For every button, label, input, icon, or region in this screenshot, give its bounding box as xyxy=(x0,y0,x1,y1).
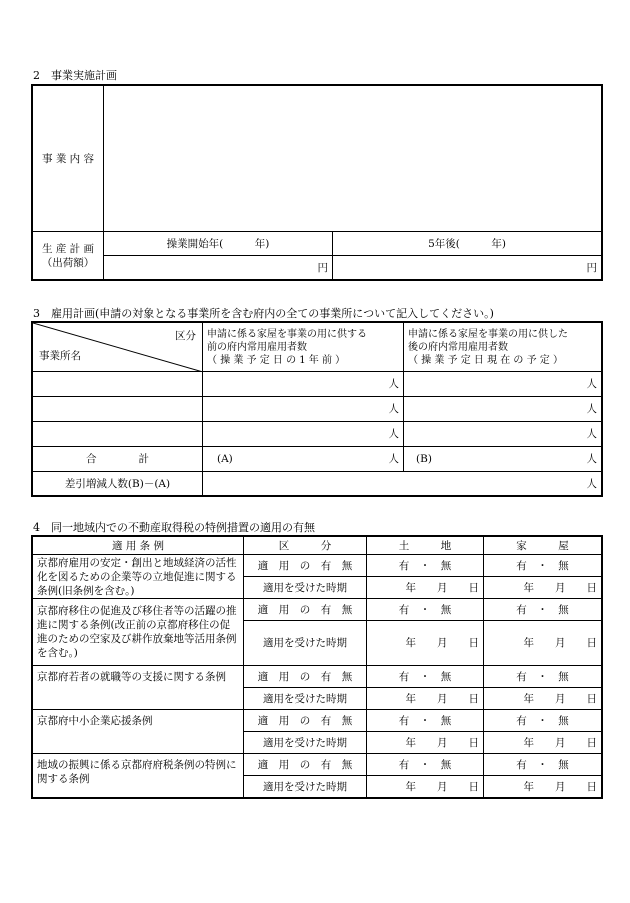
land-time-field[interactable]: 年 月 日 xyxy=(367,577,484,599)
start-year-label: 操業開始年( 年) xyxy=(104,232,333,256)
person-unit: 人 xyxy=(388,453,399,465)
five-year-amount-field[interactable]: 円 xyxy=(333,256,602,280)
total-after-field[interactable] xyxy=(404,447,602,472)
condition-2-label: 京都府移住の促進及び移住者等の活躍の推進に関する条例(改正前の京都府移住の促進のための空家及び耕作放棄地等活用条例を含む。) xyxy=(33,599,244,666)
applied-label: 適 用 の 有 無 xyxy=(244,754,367,776)
house-applied-field[interactable]: 有 ・ 無 xyxy=(484,599,602,621)
time-label: 適用を受けた時期 xyxy=(244,688,367,710)
after-count-field[interactable]: 人 xyxy=(404,397,602,422)
office-name-label: 事業所名 xyxy=(39,350,81,362)
time-label: 適用を受けた時期 xyxy=(244,776,367,798)
table-row xyxy=(33,422,602,447)
after-employees-header: 申請に係る家屋を事業の用に供した 後の府内常用雇用者数 （ 操 業 予 定 日 現 在 の 予 定 ） xyxy=(404,323,602,372)
diff-label: 差引増減人数(B)－(A) xyxy=(33,472,203,496)
house-time-field[interactable]: 年 月 日 xyxy=(484,776,602,798)
mark-b: (B) xyxy=(416,453,432,465)
total-label: 合 計 xyxy=(33,447,203,472)
mark-a: (A) xyxy=(217,453,233,465)
person-unit: 人 xyxy=(586,453,597,465)
col-land-header: 土 地 xyxy=(367,537,484,555)
land-applied-field[interactable]: 有 ・ 無 xyxy=(367,555,484,577)
tax-special-measures-table xyxy=(32,536,602,798)
house-applied-field[interactable]: 有 ・ 無 xyxy=(484,710,602,732)
time-label: 適用を受けた時期 xyxy=(244,621,367,666)
after-count-field[interactable]: 人 xyxy=(404,372,602,397)
before-employees-header: 申請に係る家屋を事業の用に供する 前の府内常用雇用者数 （ 操 業 予 定 日 の 1 年 前 ） xyxy=(203,323,404,372)
section2-heading: 2 事業実施計画 xyxy=(33,69,117,82)
land-applied-field[interactable]: 有 ・ 無 xyxy=(367,599,484,621)
time-label: 適用を受けた時期 xyxy=(244,732,367,754)
house-time-field[interactable]: 年 月 日 xyxy=(484,688,602,710)
house-time-field[interactable]: 年 月 日 xyxy=(484,577,602,599)
before-count-field[interactable]: 人 xyxy=(203,372,404,397)
house-applied-field[interactable]: 有 ・ 無 xyxy=(484,666,602,688)
five-year-label: 5年後( 年) xyxy=(333,232,602,256)
house-applied-field[interactable]: 有 ・ 無 xyxy=(484,555,602,577)
house-time-field[interactable]: 年 月 日 xyxy=(484,732,602,754)
production-plan-label: 生 産 計 画 （出荷額） xyxy=(33,232,104,280)
land-applied-field[interactable]: 有 ・ 無 xyxy=(367,710,484,732)
condition-1-label: 京都府雇用の安定・創出と地域経済の活性化を図るための企業等の立地促進に関する条例(旧条例を含む。) xyxy=(33,555,244,599)
before-count-field[interactable]: 人 xyxy=(203,397,404,422)
kubun-label: 区分 xyxy=(175,330,196,342)
section3-heading: 3 雇用計画(申請の対象となる事業所を含む府内の全ての事業所について記入してください。) xyxy=(33,307,494,320)
condition-3-label: 京都府若者の就職等の支援に関する条例 xyxy=(33,666,244,710)
applied-label: 適 用 の 有 無 xyxy=(244,710,367,732)
start-year-amount-field[interactable]: 円 xyxy=(104,256,333,280)
condition-5-label: 地域の振興に係る京都府府税条例の特例に関する条例 xyxy=(33,754,244,798)
diff-count-field[interactable]: 人 xyxy=(203,472,602,496)
before-count-field[interactable]: 人 xyxy=(203,422,404,447)
diagonal-header-cell xyxy=(33,323,203,372)
house-applied-field[interactable]: 有 ・ 無 xyxy=(484,754,602,776)
section4-heading: 4 同一地域内での不動産取得税の特例措置の適用の有無 xyxy=(33,521,315,534)
col-kubun-header: 区 分 xyxy=(244,537,367,555)
business-plan-table xyxy=(32,85,602,280)
applied-label: 適 用 の 有 無 xyxy=(244,666,367,688)
table-row xyxy=(33,372,602,397)
house-time-field[interactable]: 年 月 日 xyxy=(484,621,602,666)
col-house-header: 家 屋 xyxy=(484,537,602,555)
land-time-field[interactable]: 年 月 日 xyxy=(367,688,484,710)
total-before-field[interactable] xyxy=(203,447,404,472)
col-condition-header: 適 用 条 例 xyxy=(33,537,244,555)
business-content-field[interactable] xyxy=(104,86,602,232)
office-name-field[interactable] xyxy=(33,372,203,397)
time-label: 適用を受けた時期 xyxy=(244,577,367,599)
office-name-field[interactable] xyxy=(33,422,203,447)
land-applied-field[interactable]: 有 ・ 無 xyxy=(367,666,484,688)
after-count-field[interactable]: 人 xyxy=(404,422,602,447)
business-content-label: 事 業 内 容 xyxy=(33,86,104,232)
land-time-field[interactable]: 年 月 日 xyxy=(367,621,484,666)
applied-label: 適 用 の 有 無 xyxy=(244,555,367,577)
office-name-field[interactable] xyxy=(33,397,203,422)
land-applied-field[interactable]: 有 ・ 無 xyxy=(367,754,484,776)
condition-4-label: 京都府中小企業応援条例 xyxy=(33,710,244,754)
land-time-field[interactable]: 年 月 日 xyxy=(367,732,484,754)
table-row xyxy=(33,397,602,422)
applied-label: 適 用 の 有 無 xyxy=(244,599,367,621)
employment-plan-table xyxy=(32,322,602,496)
land-time-field[interactable]: 年 月 日 xyxy=(367,776,484,798)
